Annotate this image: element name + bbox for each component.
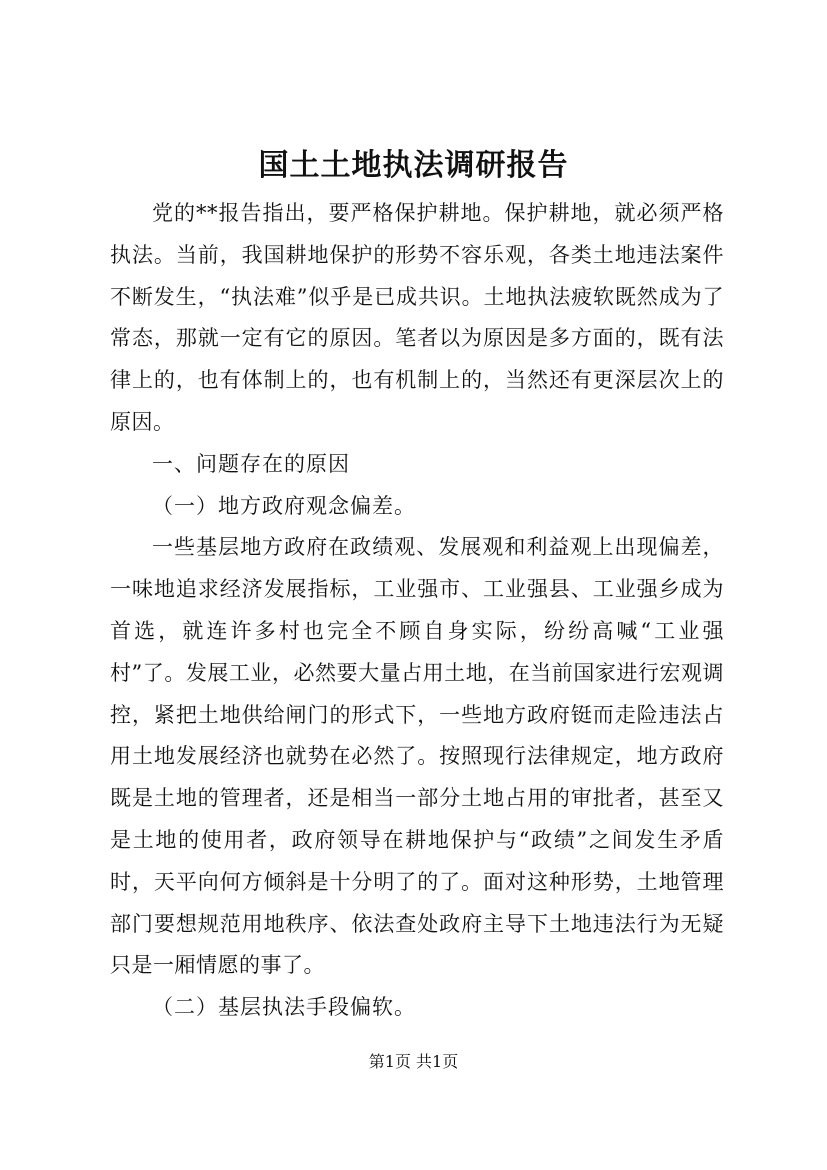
section-heading-causes: 一、问题存在的原因 bbox=[152, 451, 350, 476]
page-footer: 第1页 共1页 bbox=[368, 1052, 459, 1071]
intro-paragraph: 党的**报告指出，要严格保护耕地。保护耕地，就必须严格执法。当前，我国耕地保护的形势不容乐观，各类土地违法案件不断发生，“执法难”似乎是已成共识。土地执法疲软既然成为了常态，那就一定有它的原因。笔者以为原因是多方面的，既有法律上的，也有体制上的，也有机制上的，当然还有更深层次上的原因。 bbox=[110, 201, 724, 434]
subsection-heading-2: （二）基层执法手段偏软。 bbox=[152, 995, 416, 1020]
body-paragraph-1: 一些基层地方政府在政绩观、发展观和利益观上出现偏差，一味地追求经济发展指标，工业强市、工业强县、工业强乡成为首选，就连许多村也完全不顾自身实际，纷纷高喊“工业强村”了。发展工业，必然要大量占用土地，在当前国家进行宏观调控，紧把土地供给闸门的形式下，一些地方政府铤而走险违法占用土地发展经济也就势在必然了。按照现行法律规定，地方政府既是土地的管理者，还是相当一部分土地占用的审批者，甚至又是土地的使用者，政府领导在耕地保护与“政绩”之间发生矛盾时，天平向何方倾斜是十分明了的了。面对这种形势，土地管理部门要想规范用地秩序、依法查处政府主导下土地违法行为无疑只是一厢情愿的事了。 bbox=[110, 535, 724, 978]
subsection-heading-1: （一）地方政府观念偏差。 bbox=[152, 493, 416, 518]
document-title: 国土土地执法调研报告 bbox=[258, 148, 569, 183]
document-body bbox=[110, 193, 724, 1029]
